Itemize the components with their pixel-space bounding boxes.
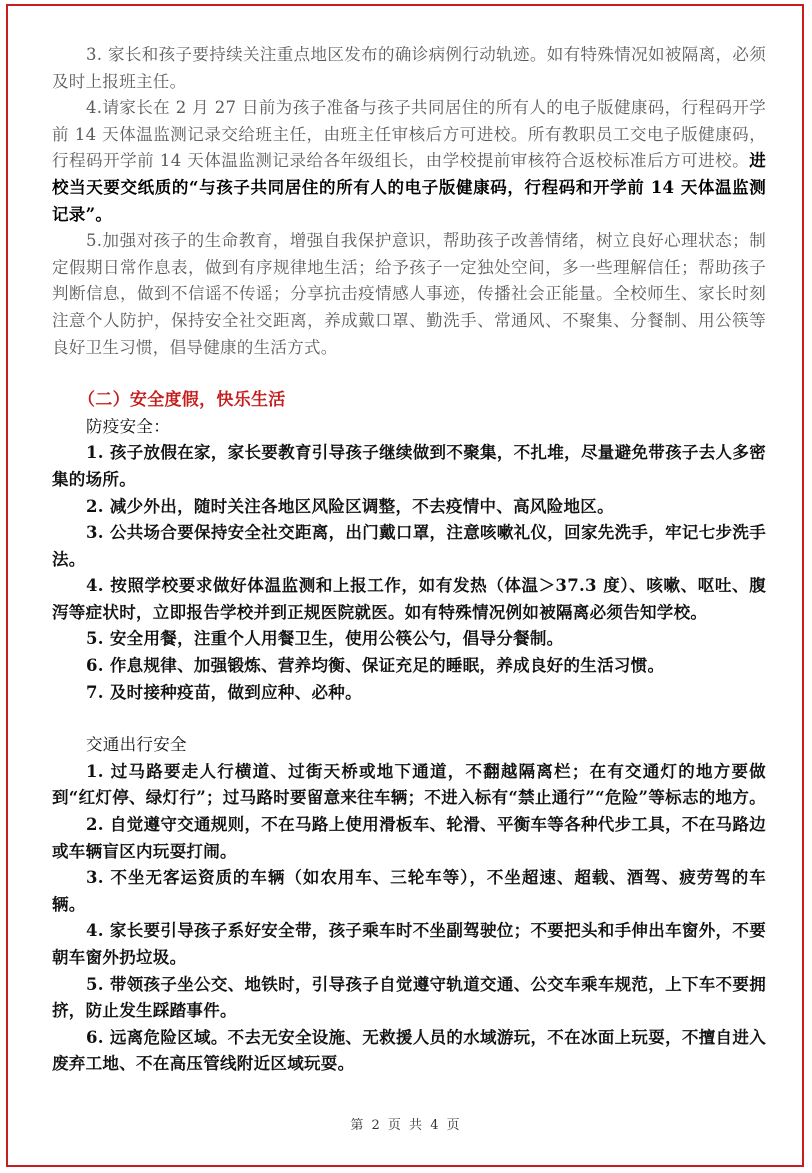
traffic-item: 3. 不坐无客运资质的车辆（如农用车、三轮车等），不坐超速、超载、酒驾、疲劳驾的车辆。: [52, 868, 766, 914]
section-title: （二）安全度假，快乐生活: [78, 390, 286, 411]
epidemic-item: 4. 按照学校要求做好体温监测和上报工作，如有发热（体温＞37.3 度）、咳嗽、呕吐、腹泻等症状时，立即报告学校并到正规医院就医。如有特殊情况例如被隔离必须告知学校。: [52, 576, 766, 622]
paragraph-3: 3. 家长和孩子要持续关注重点地区发布的确诊病例行动轨迹。如有特殊情况如被隔离，必须及时上报班主任。: [52, 45, 766, 91]
traffic-item: 1. 过马路要走人行横道、过街天桥或地下通道，不翻越隔离栏；在有交通灯的地方要做到“红灯停、绿灯行”；过马路时要留意来往车辆；不进入标有“禁止通行”“危险”等标志的地方。: [52, 761, 766, 808]
traffic-item: 4. 家长要引导孩子系好安全带，孩子乘车时不坐副驾驶位；不要把头和手伸出车窗外，不要朝车窗外扔垃圾。: [52, 921, 766, 967]
document-body: [52, 42, 766, 1078]
traffic-item: 5. 带领孩子坐公交、地铁时，引导孩子自觉遵守轨道交通、公交车乘车规范，上下车不要拥挤，防止发生踩踏事件。: [52, 974, 766, 1021]
traffic-item: 6. 远离危险区域。不去无安全设施、无救援人员的水域游玩，不在冰面上玩耍，不擅自进入废弃工地、不在高压管线附近区域玩耍。: [52, 1027, 766, 1074]
traffic-item: 2. 自觉遵守交通规则，不在马路上使用滑板车、轮滑、平衡车等各种代步工具，不在马路边或车辆盲区内玩耍打闹。: [52, 815, 766, 861]
epidemic-item: 5. 安全用餐，注重个人用餐卫生，使用公筷公勺，倡导分餐制。: [86, 629, 564, 649]
epidemic-item: 1. 孩子放假在家，家长要教育引导孩子继续做到不聚集，不扎堆，尽量避免带孩子去人多密集的场所。: [52, 443, 766, 489]
epidemic-item: 6. 作息规律、加强锻炼、营养均衡、保证充足的睡眠，养成良好的生活习惯。: [86, 656, 665, 676]
epidemic-heading: 防疫安全：: [86, 416, 170, 436]
paragraph-5: 5.加强对孩子的生命教育，增强自我保护意识，帮助孩子改善情绪，树立良好心理状态；制定假期日常作息表，做到有序规律地生活；给予孩子一定独处空间，多一些理解信任；帮助孩子判断信息，做到不信谣不传谣；分享抗击疫情感人事迹，传播社会正能量。全校师生、家长时刻注意个人防护，保持安全社交距离，养成戴口罩、勤洗手、常通风、不聚集、分餐制、用公筷等良好卫生习惯，倡导健康的生活方式。: [52, 231, 766, 357]
epidemic-item: 2. 减少外出，随时关注各地区风险区调整，不去疫情中、高风险地区。: [86, 496, 614, 516]
page-number: 第 2 页 共 4 页: [350, 1118, 462, 1133]
paragraph-4: [52, 95, 766, 228]
epidemic-item: 3. 公共场合要保持安全社交距离，出门戴口罩，注意咳嗽礼仪，回家先洗手，牢记七步洗手法。: [52, 523, 766, 569]
spacer: [52, 706, 766, 732]
traffic-heading: 交通出行安全: [86, 735, 187, 755]
paragraph-4-bold: 进校当天要交纸质的“与孩子共同居住的所有人的电子版健康码，行程码和开学前 14 天体温监测记录”。: [52, 151, 766, 224]
epidemic-item: 7. 及时接种疫苗，做到应种、必种。: [86, 682, 362, 702]
paragraph-4-text: 4.请家长在 2 月 27 日前为孩子准备与孩子共同居住的所有人的电子版健康码，行程码开学前 14 天体温监测记录交给班主任，由班主任审核后方可进校。所有教职员工交电子版健康码，行程码开学前 14 天体温监测记录给各年级组长，由学校提前审核符合返校标准后方可进校。: [52, 98, 766, 171]
